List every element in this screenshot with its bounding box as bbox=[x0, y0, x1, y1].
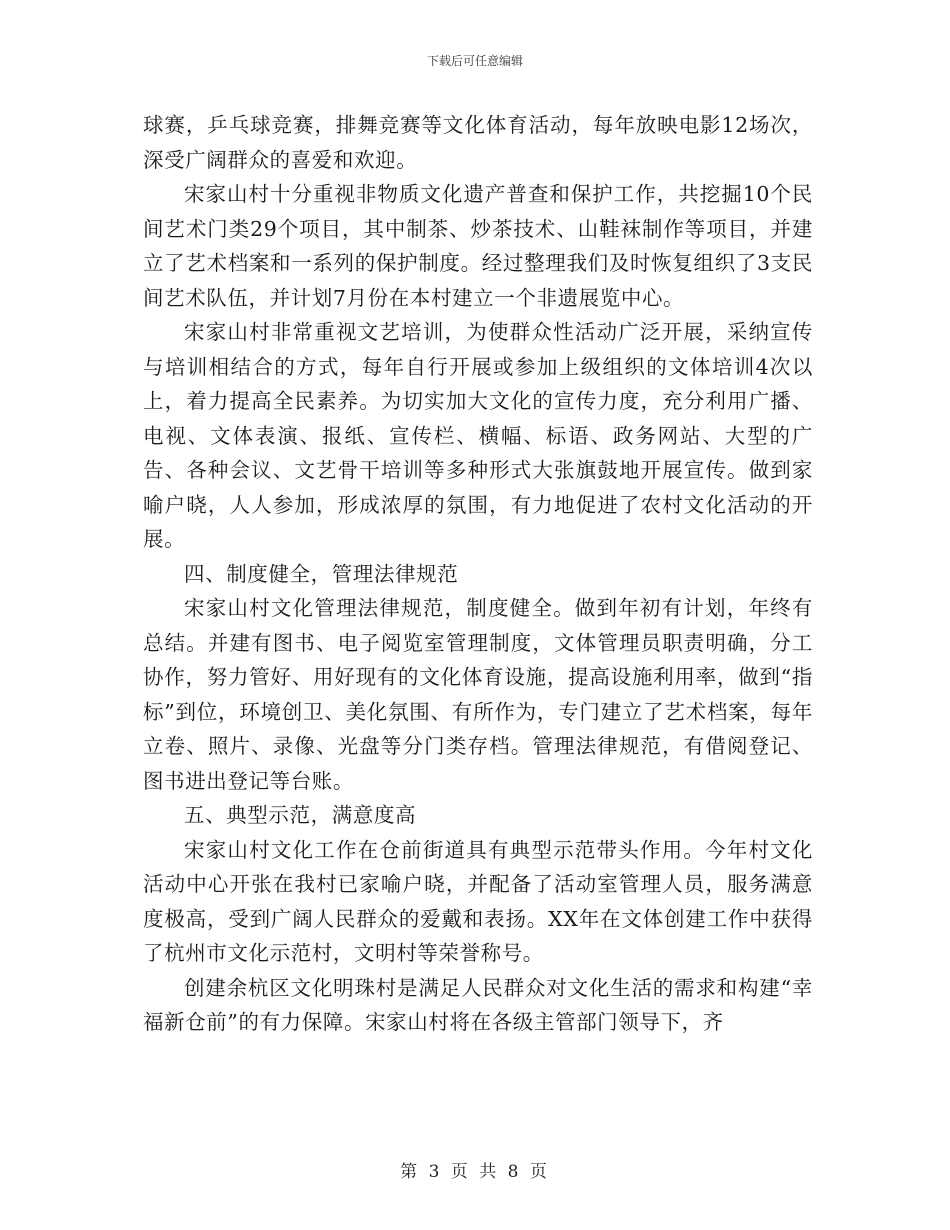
page-header: 下载后可任意编辑 bbox=[426, 54, 523, 68]
paragraph-1: 球赛，乒乓球竞赛，排舞竞赛等文化体育活动，每年放映电影12场次，深受广阔群众的喜爱和欢迎。 bbox=[143, 113, 813, 172]
document-body bbox=[143, 108, 813, 1040]
paragraph-5: 宋家山村文化管理法律规范，制度健全。做到年初有计划，年终有总结。并建有图书、电子阅览室管理制度，文体管理员职责明确，分工协作，努力管好、用好现有的文化体育设施，提高设施利用率，做到“指标”到位，环境创卫、美化氛围、有所作为，专门建立了艺术档案，每年立卷、照片、录像、光盘等分门类存档。管理法律规范，有借阅登记、图书进出登记等台账。 bbox=[143, 596, 813, 793]
paragraph-3: 宋家山村非常重视文艺培训，为使群众性活动广泛开展，采纳宣传与培训相结合的方式，每年自行开展或参加上级组织的文体培训4次以上，着力提高全民素养。为切实加大文化的宣传力度，充分利用广播、电视、文体表演、报纸、宣传栏、横幅、标语、政务网站、大型的广告、各种会议、文艺骨干培训等多种形式大张旗鼓地开展宣传。做到家喻户晓，人人参加，形成浓厚的氛围，有力地促进了农村文化活动的开展。 bbox=[143, 320, 813, 551]
paragraph-2: 宋家山村十分重视非物质文化遗产普查和保护工作，共挖掘10个民间艺术门类29个项目，其中制茶、炒茶技术、山鞋袜制作等项目，并建立了艺术档案和一系列的保护制度。经过整理我们及时恢复组织了3支民间艺术队伍，并计划7月份在本村建立一个非遗展览中心。 bbox=[143, 182, 813, 310]
paragraph-7: 宋家山村文化工作在仓前街道具有典型示范带头作用。今年村文化活动中心开张在我村已家喻户晓，并配备了活动室管理人员，服务满意度极高，受到广阔人民群众的爱戴和表扬。XX年在文体创建工作中获得了杭州市文化示范村，文明村等荣誉称号。 bbox=[143, 837, 813, 965]
page-footer: 第 3 页 共 8 页 bbox=[400, 1162, 550, 1182]
section-heading-4: 四、制度健全，管理法律规范 bbox=[184, 561, 459, 586]
paragraph-8: 创建余杭区文化明珠村是满足人民群众对文化生活的需求和构建“幸福新仓前”的有力保障。宋家山村将在各级主管部门领导下，齐 bbox=[143, 975, 813, 1034]
section-heading-5: 五、典型示范，满意度高 bbox=[184, 803, 417, 827]
